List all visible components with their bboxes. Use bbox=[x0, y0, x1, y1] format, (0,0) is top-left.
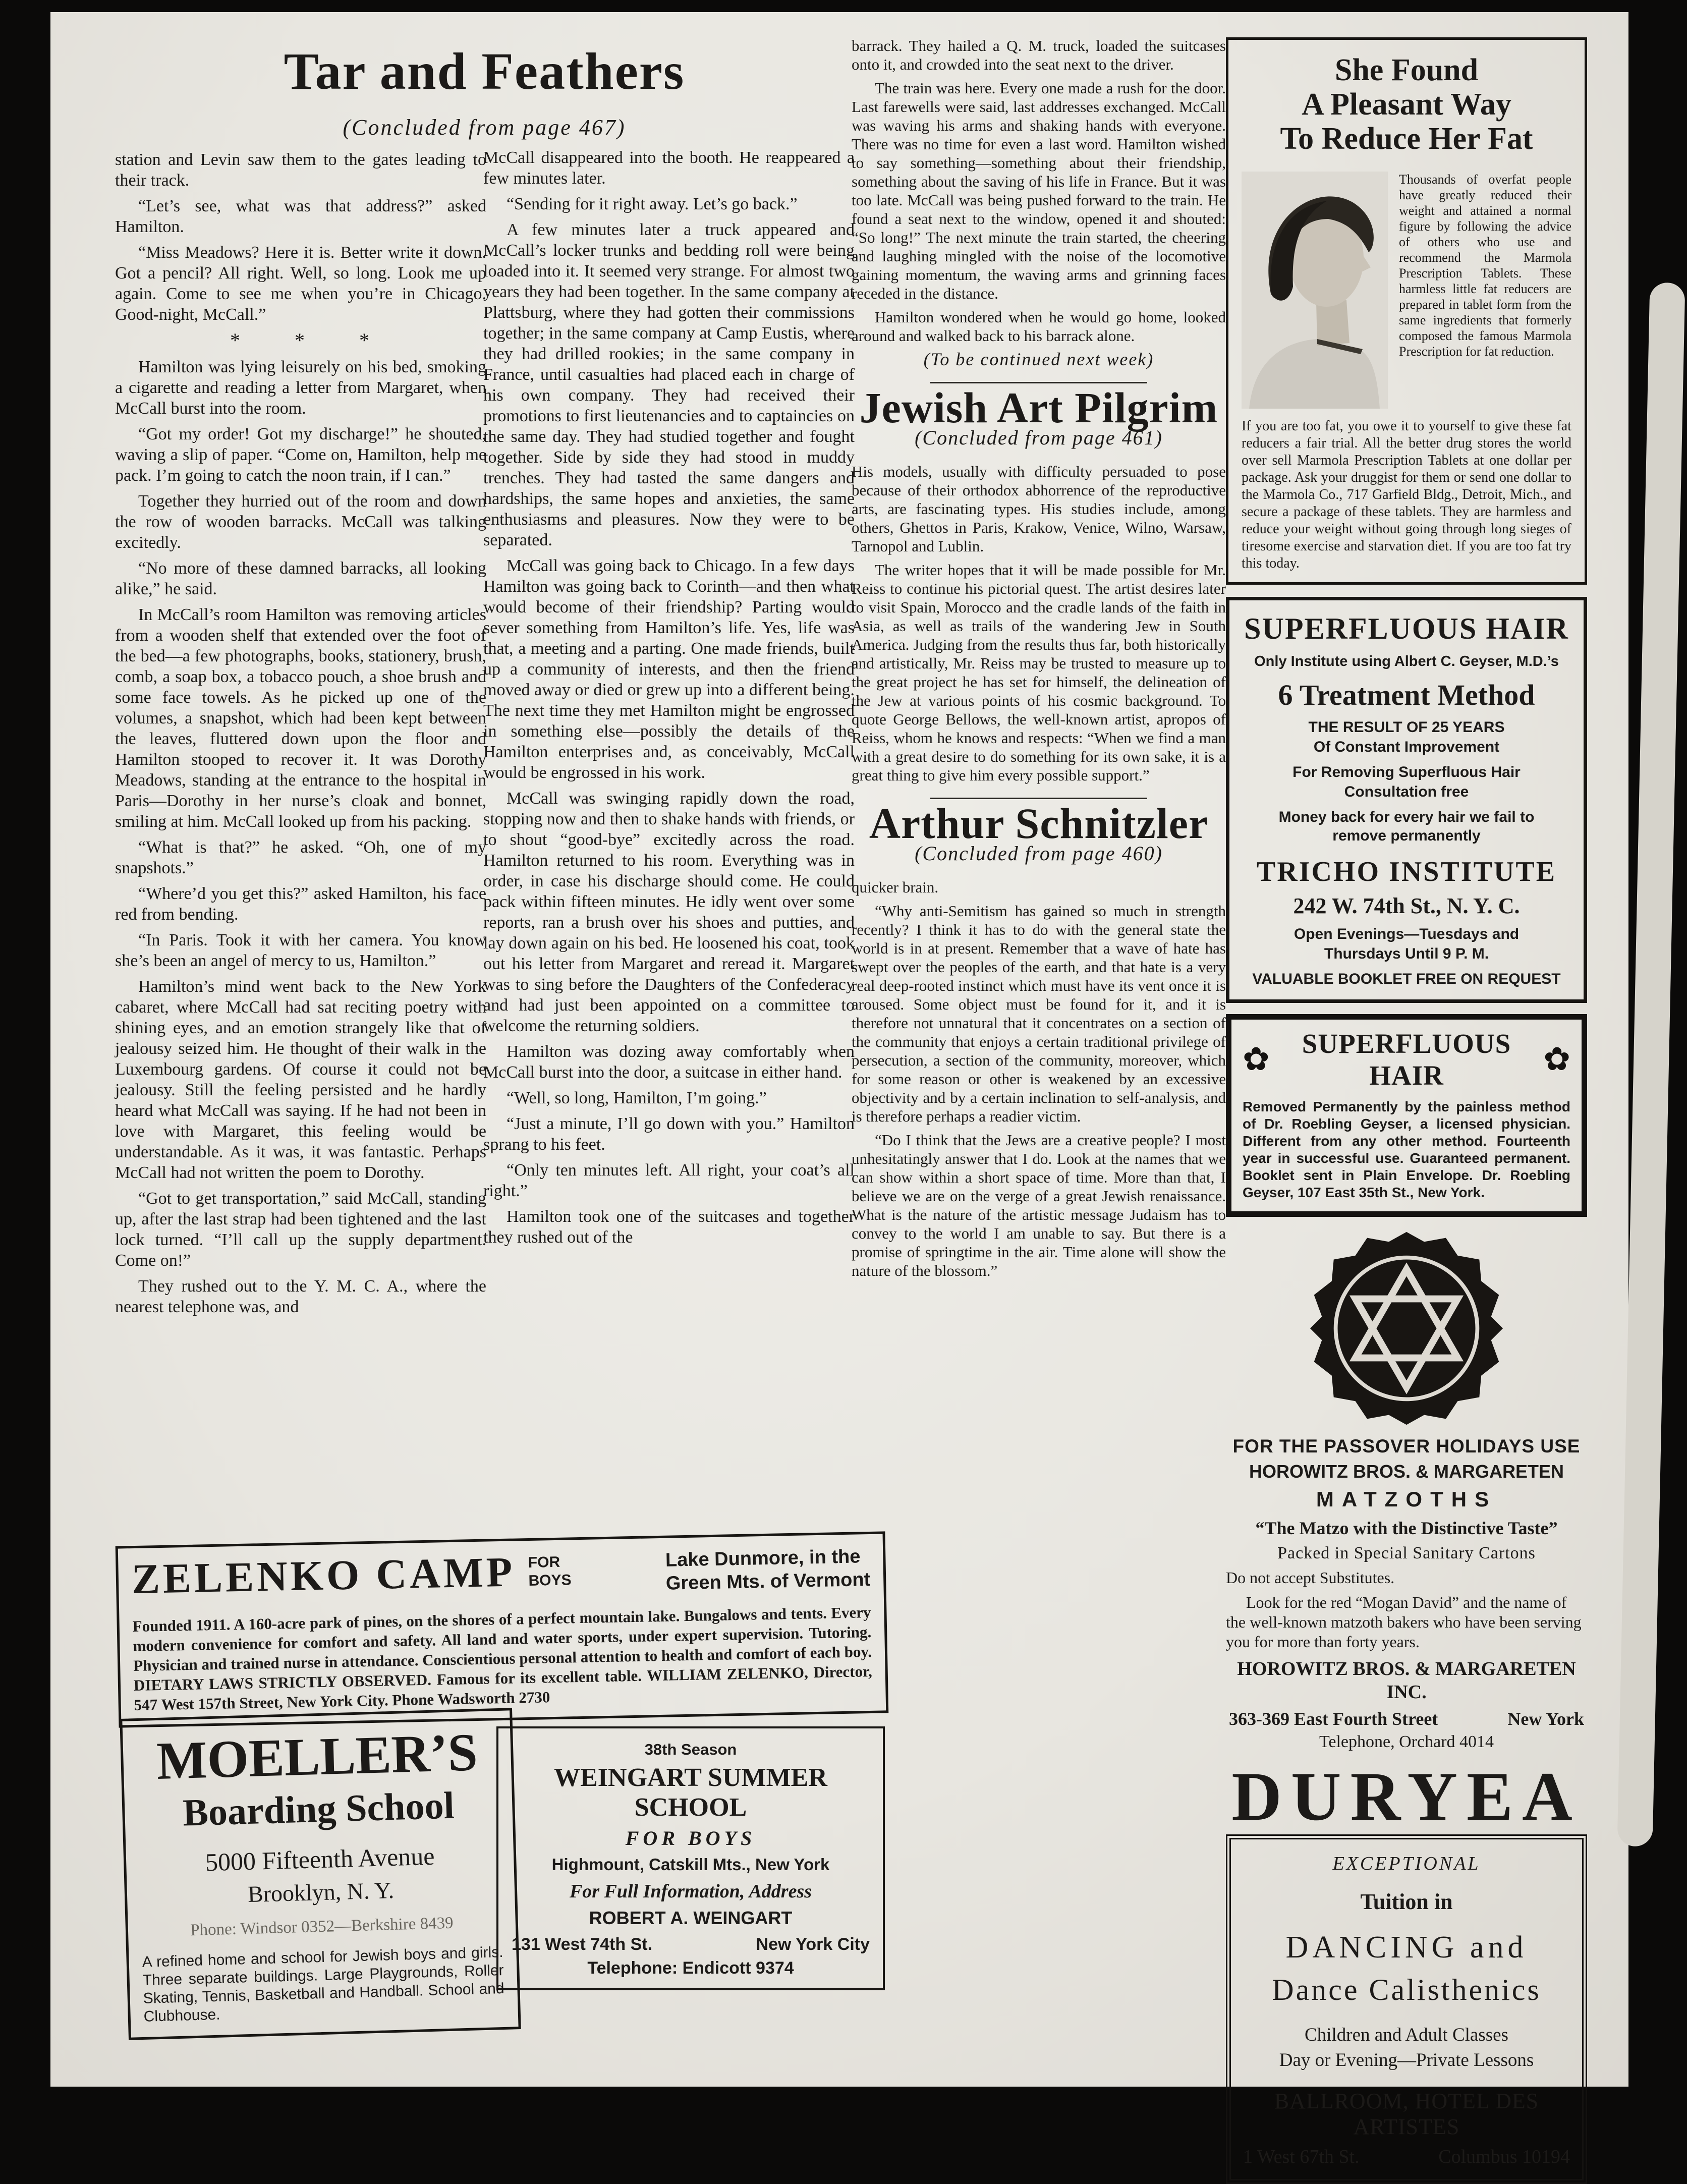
advertiser-name: WEINGART SUMMER SCHOOL bbox=[554, 1763, 827, 1822]
product-name: MATZOTHS bbox=[1316, 1487, 1497, 1511]
advertiser-address: 242 W. 74th St., N. Y. C. bbox=[1293, 893, 1520, 918]
ad-text-line: EXCEPTIONAL bbox=[1332, 1853, 1481, 1875]
advertiser-address: 5000 Fifteenth Avenue bbox=[205, 1841, 435, 1877]
headline-line: She Found bbox=[1334, 53, 1479, 87]
ad-tagline: “The Matzo with the Distinctive Taste” bbox=[1255, 1518, 1558, 1539]
ad-location-line: Green Mts. of Vermont bbox=[665, 1569, 871, 1594]
paragraph: His models, usually with difficulty persuaded to pose because of their orthodox abhorrence of the reproductive arts, are fascinating types. His studies include, among others, Ghettos in Paris, Krakow, Venice, Wilno, Warsaw, Tarnopol and Lublin. bbox=[852, 463, 1226, 555]
paragraph: Hamilton’s mind went back to the New York cabaret, where McCall had sat reciting poetry with shining eyes, and an emotion strangely like that of jealousy seized him. He thought of their walk in the Luxembourg gardens. Of course it could not be jealousy. Still the feeling persisted and he hardly heard what McCall was saying. If he had not been in love with Margaret, this feeling would be understandable. As it was, it was fantastic. Perhaps McCall had not written the poem to Dorothy. bbox=[115, 977, 486, 1182]
ad-headline: SUPERFLUOUS HAIR bbox=[1302, 1028, 1511, 1091]
woman-portrait-photo bbox=[1242, 172, 1388, 409]
company-name-suffix: INC. bbox=[1386, 1682, 1427, 1703]
advertiser-name: ZELENKO CAMP bbox=[131, 1548, 516, 1603]
advertiser-address: 363-369 East Fourth Street bbox=[1229, 1709, 1438, 1729]
ad-body-text: Founded 1911. A 160-acre park of pines, on the shores of a perfect mountain lake. Bungalows and tents. Every modern convenience for comfort and safety. All land and water sports, under expert supervision. Tutoring. Physician and trained nurse in attendance. Conscientious personal attention to health and comfort of each boy. DIETARY LAWS STRICTLY OBSERVED. Famous for its excellent table. WILLIAM ZELENKO, Director, 547 West 157th Street, New York City. Phone Wadsworth 2730 bbox=[132, 1603, 873, 1714]
to-be-continued-note: (To be continued next week) bbox=[923, 349, 1154, 369]
ad-footer-text: VALUABLE BOOKLET FREE ON REQUEST bbox=[1252, 970, 1561, 987]
ad-subheadline: 6 Treatment Method bbox=[1278, 678, 1535, 711]
advertiser-phone: Telephone, Orchard 4014 bbox=[1319, 1732, 1494, 1752]
ad-hours-line: Thursdays Until 9 P. M. bbox=[1324, 945, 1489, 963]
advertiser-city: Brooklyn, N. Y. bbox=[247, 1877, 395, 1908]
ad-location-line: Highmount, Catskill Mts., New York bbox=[551, 1855, 830, 1874]
ad-text-line: FOR BOYS bbox=[625, 1827, 756, 1850]
story-text-block bbox=[483, 147, 855, 1248]
paragraph: “Let’s see, what was that address?” asked Hamilton. bbox=[115, 197, 486, 236]
paragraph: McCall disappeared into the booth. He reappeared a few minutes later. bbox=[483, 148, 855, 188]
paragraph: barrack. They hailed a Q. M. truck, loaded the suitcases onto it, and crowded into the seat next to the driver. bbox=[852, 37, 1226, 73]
paragraph: Hamilton wondered when he would go home, looked around and walked back to his barrack alone. bbox=[852, 308, 1226, 345]
ad-text-line: Packed in Special Sanitary Cartons bbox=[1277, 1544, 1536, 1563]
paragraph: “Miss Meadows? Here it is. Better write it down. Got a pencil? All right. Well, so long. Look me up again. Come to see me when you’re in Chicago. Good-night, McCall.” bbox=[115, 243, 486, 324]
ad-text-line: Day or Evening—Private Lessons bbox=[1279, 2050, 1534, 2070]
marmola-fat-reduction-ad bbox=[1226, 37, 1587, 585]
ad-text-line: Only Institute using Albert C. Geyser, M.D.’s bbox=[1254, 653, 1559, 669]
ad-body-text: If you are too fat, you owe it to yourself to give these fat reducers a fair trial. All the better drug stores the world over sell Marmola Prescription Tablets at one dollar per package. Ask your druggist for them or send one dollar to the Marmola Co., 717 Garfield Bldg., Detroit, Mich., and secure a package of these tablets. They are harmless and reduce your weight without going through long sieges of tiresome exercise and starvation diet. If you are too fat try this today. bbox=[1242, 418, 1571, 571]
advertiser-address: 131 West 74th St. bbox=[512, 1935, 653, 1954]
rose-flower-icon: ✿ bbox=[1243, 1041, 1270, 1079]
story-column-2 bbox=[483, 147, 855, 1547]
ad-text-line: Children and Adult Classes bbox=[1305, 2025, 1508, 2046]
horowitz-margareten-matzoth-ad bbox=[1226, 1230, 1587, 1752]
advertiser-name: HOROWITZ BROS. & MARGARETEN bbox=[1249, 1461, 1564, 1482]
advertiser-name-line2: Boarding School bbox=[182, 1784, 455, 1834]
paragraph: Hamilton was dozing away comfortably when McCall burst into the door, a suitcase in either hand. bbox=[483, 1042, 855, 1082]
advertiser-phone: Telephone: Endicott 9374 bbox=[587, 1958, 794, 1978]
paragraph: “In Paris. Took it with her camera. You know she’s been an angel of mercy to us, Hamilton.” bbox=[115, 931, 486, 970]
article-title-arthur-schnitzler: Arthur Schnitzler bbox=[869, 799, 1209, 848]
headline-line: To Reduce Her Fat bbox=[1280, 122, 1533, 156]
advertiser-address: 1 West 67th St. bbox=[1243, 2146, 1360, 2167]
ad-text-line: THE RESULT OF 25 YEARS bbox=[1308, 718, 1505, 736]
ad-text-line: Of Constant Improvement bbox=[1313, 739, 1500, 756]
paragraph: Hamilton was lying leisurely on his bed, smoking a cigarette and reading a letter from Margaret, when McCall burst into the room. bbox=[115, 358, 486, 418]
paragraph: In McCall’s room Hamilton was removing articles from a wooden shelf that extended over the foot of the bed—a few photographs, books, stationery, brush, comb, a soap box, a tobacco pouch, a shoe brush and some face towels. As he picked up one of the volumes, a snapshot, which had been kept between the leaves, fluttered down upon the floor and Hamilton stooped to recover it. It was Dorothy Meadows, standing at the entrance to the hospital in Paris—Dorothy in her nurse’s cloak and bonnet, smiling at him. McCall looked up from his packing. bbox=[115, 605, 486, 831]
paragraph: McCall was going back to Chicago. In a few days Hamilton was going back to Corinth—and then what would become of their friendship? Parting would sever something from Hamilton’s life. Yes, life was that, a meeting and a parting. One made friends, built up a community of interests, and then the friend moved away or died or grew up into a different being. The next time they met Hamilton might be engrossed in something else—possibly the details of the Hamilton enterprises and, as conceivably, McCall would be engrossed in his work. bbox=[483, 556, 855, 782]
ad-intro-text: Thousands of overfat people have greatly reduced their weight and attained a normal figure by following the advice of others who use and recommend the Marmola Prescription Tablets. These harmless little fat reducers are prepared in tablet form from the same ingredients that formerly composed the famous Marmola Prescription for fat reduction. bbox=[1399, 172, 1571, 359]
advertiser-phone: Phone: Windsor 0352—Berkshire 8439 bbox=[190, 1914, 454, 1940]
concluded-from-note: (Concluded from page 460) bbox=[915, 842, 1163, 865]
story-column-1 bbox=[115, 149, 486, 1547]
paragraph: “Got to get transportation,” said McCall, standing up, after the last strap had been tightened and the last lock turned. “I’ll call up the supply department. Come on!” bbox=[115, 1189, 486, 1270]
ad-body-text: Removed Permanently by the painless method of Dr. Roebling Geyser, a licensed physician. Different from any other method. Fourteenth year in successful use. Guaranteed permanent. Booklet sent in Plain Envelope. Dr. Roebling Geyser, 107 East 35th St., New York. bbox=[1243, 1099, 1570, 1201]
ad-season-line: 38th Season bbox=[644, 1741, 737, 1758]
ad-headline bbox=[1242, 53, 1571, 156]
section-break-stars: * * * bbox=[230, 329, 371, 352]
advertiser-city: New York bbox=[1507, 1709, 1584, 1729]
star-of-david-badge-logo bbox=[1308, 1230, 1505, 1427]
ad-text-line: For Removing Superfluous Hair bbox=[1292, 763, 1521, 780]
ad-headline: FOR THE PASSOVER HOLIDAYS USE bbox=[1232, 1436, 1581, 1457]
ad-text-line: Do not accept Substitutes. bbox=[1226, 1569, 1395, 1587]
ad-text-line: Tuition in bbox=[1360, 1889, 1453, 1915]
article-text-block bbox=[852, 462, 1226, 785]
story-column-3 bbox=[852, 36, 1226, 2004]
ad-subheadline: Dance Calisthenics bbox=[1272, 1973, 1541, 2007]
duryea-dancing-school-ad bbox=[1226, 1758, 1587, 2184]
geyser-superfluous-hair-ad bbox=[1226, 1014, 1587, 1217]
paragraph: A few minutes later a truck appeared and McCall’s locker trunks and bedding roll were being loaded into it. It seemed very strange. For almost two years they had been together. In the same company at Plattsburg, where they had gotten their commissions together; in the same company at Camp Eustis, where they had drilled rookies; in the same company in France, until casualties had placed each in charge of his own company. They had received their promotions to first lieutenancies and to captaincies on the same day. They had studied together and fought together. Side by side they had stood in muddy trenches. They had tasted the same dangers and hardships, the same hopes and anxieties, the same enthusiasms and pleasures. Now they were to be separated. bbox=[483, 220, 855, 549]
paragraph: station and Levin saw them to the gates leading to their track. bbox=[115, 150, 486, 190]
story-text-block bbox=[115, 357, 486, 1317]
ad-body-text: A refined home and school for Jewish boys and girls. Three separate buildings. Large Playgrounds, Roller Skating, Tennis, Basketball and Handball. School and Clubhouse. bbox=[142, 1943, 504, 2025]
ad-body-text: Look for the red “Mogan David” and the name of the well-known matzoth bakers who have been serving you for more than forty years. bbox=[1226, 1593, 1582, 1651]
advertiser-city: New York City bbox=[756, 1935, 870, 1954]
advertiser-name: MOELLER’S bbox=[155, 1722, 479, 1790]
paragraph: The writer hopes that it will be made possible for Mr. Reiss to continue his pictorial quest. The artist desires later to visit Spain, Morocco and the cradle lands of the faith in Asia, as well as trails of the wandering Jew in South America. Judging from the results thus far, both historically and artistically, Mr. Reiss may be trusted to measure up to the great project he has set for himself, the delineation of the Jew at various points of his cosmic background. To quote George Bellows, the well-known artist, apropos of Reiss, whom he knows and respects: “When we find a man with a great desire to do something for its own sake, it is a great thing to give him every possible support.” bbox=[852, 561, 1226, 784]
paragraph: Hamilton took one of the suitcases and together they rushed out of the bbox=[483, 1207, 855, 1247]
paragraph: “Just a minute, I’ll go down with you.” Hamilton sprang to his feet. bbox=[483, 1114, 855, 1154]
concluded-from-note: (Concluded from page 461) bbox=[915, 426, 1163, 449]
advertiser-phone: Columbus 10194 bbox=[1438, 2146, 1570, 2167]
paragraph: They rushed out to the Y. M. C. A., where the nearest telephone was, and bbox=[115, 1277, 486, 1316]
article-tar-and-feathers-header bbox=[111, 41, 858, 140]
paragraph: “What is that?” he asked. “Oh, one of my snapshots.” bbox=[115, 838, 486, 877]
venue-name: BALLROOM, HOTEL DES ARTISTES bbox=[1274, 2088, 1539, 2139]
paragraph: Together they hurried out of the room and down the row of wooden barracks. McCall was talking excitedly. bbox=[115, 492, 486, 552]
rose-flower-icon: ✿ bbox=[1543, 1041, 1570, 1079]
ad-hours-line: Open Evenings—Tuesdays and bbox=[1294, 925, 1520, 942]
moellers-boarding-school-ad bbox=[120, 1708, 521, 2040]
ad-text-line: For Full Information, Address bbox=[569, 1881, 812, 1902]
story-text-block bbox=[852, 36, 1226, 345]
ad-text-line: BOYS bbox=[528, 1572, 572, 1589]
paragraph: quicker brain. bbox=[852, 878, 939, 896]
ad-text-line: FOR bbox=[528, 1553, 560, 1571]
paragraph: “Sending for it right away. Let’s go back.” bbox=[507, 195, 798, 213]
weingart-summer-school-ad bbox=[496, 1726, 885, 1990]
article-text-block bbox=[852, 878, 1226, 1280]
concluded-from-note: (Concluded from page 467) bbox=[343, 115, 626, 140]
advertiser-name: DURYEA bbox=[1231, 1758, 1582, 1835]
paragraph: The train was here. Every one made a rush for the door. Last farewells were said, last addresses exchanged. McCall was waving his arms and shaking hands with everyone. There was no time for even a last word. Hamilton wished to say something—something about their friendship, something about the saving of his life in France. But it was too late. McCall was being pushed forward to the train. He found a seat next to the window, opened it and shouted: “So long!” The next minute the train started, the cheering and laughing mingled with the noise of the locomotive gaining momentum, the waving arms and grinning faces receded in the distance. bbox=[852, 79, 1226, 302]
paragraph: “Do I think that the Jews are a creative people? I most unhesitatingly answer that I do. Look at the names that we can show within a short space of time. More than that, I believe we are on the verge of a great Jewish renaissance. What is the nature of the artistic message Judaism has to convey to the world I am unable to say. But there is a promise of springtime in the air. Time alone will show the nature of the blossom.” bbox=[852, 1131, 1226, 1279]
advertiser-name: TRICHO INSTITUTE bbox=[1256, 856, 1557, 887]
tricho-institute-ad bbox=[1226, 597, 1587, 1003]
ad-guarantee-text: Money back for every hair we fail to remove permanently bbox=[1278, 808, 1535, 845]
paragraph: “Got my order! Got my discharge!” he shouted, waving a slip of paper. “Come on, Hamilton, help me pack. I’m going to catch the noon train, if I can.” bbox=[115, 425, 486, 485]
paragraph: “Well, so long, Hamilton, I’m going.” bbox=[507, 1089, 767, 1107]
ad-location-line: Lake Dunmore, in the bbox=[665, 1546, 861, 1571]
magazine-page bbox=[50, 12, 1628, 2167]
contact-person-name: ROBERT A. WEINGART bbox=[589, 1908, 793, 1928]
zelenko-camp-ad bbox=[116, 1531, 889, 1727]
company-name: HOROWITZ BROS. & MARGARETEN bbox=[1237, 1658, 1576, 1680]
paragraph: McCall was swinging rapidly down the road, stopping now and then to shake hands with friends, or to shout “good-bye” excitedly across the road. Hamilton returned to his room. Everything was in order, in case his discharge should come. He could pack within fifteen minutes. He idly went over some reports, ran a brush over his shoes and putties, and lay down again on his bed. He loosened his coat, took out his letter from Margaret and reread it. Margaret was to sing before the Daughters of the Confederacy and had just been appointed on a committee to welcome the returning soldiers. bbox=[483, 789, 855, 1035]
ad-headline: SUPERFLUOUS HAIR bbox=[1244, 611, 1569, 645]
story-text-block bbox=[115, 149, 486, 325]
ad-subheadline: DANCING and bbox=[1285, 1930, 1528, 1965]
headline-line: A Pleasant Way bbox=[1302, 87, 1511, 122]
paragraph: “No more of these damned barracks, all looking alike,” he said. bbox=[115, 559, 486, 598]
advertisement-column bbox=[1226, 37, 1587, 2167]
ad-text-line: Consultation free bbox=[1344, 783, 1469, 801]
paragraph: “Where’d you get this?” asked Hamilton, his face red from bending. bbox=[115, 884, 486, 924]
paragraph: “Why anti-Semitism has gained so much in strength recently? I think it has to do with the general state the world is in at present. Remember that a wave of hate has swept over the peoples of the earth, and that hate is a very real deep-rooted instinct which must have its vent once it is aroused. Some object must be found for it, and it is therefore not unnatural that it concentrates on a section of the community that enjoys a certain traditional privilege of persecution, a section of the community, moreover, which for some reason or other is weakened by an excessive objectivity and by a certain inclination to self-analysis, and is therefore perhaps a readier victim. bbox=[852, 902, 1226, 1125]
article-title-jewish-art-pilgrim: Jewish Art Pilgrim bbox=[859, 383, 1218, 432]
article-title: Tar and Feathers bbox=[284, 42, 685, 100]
paragraph: “Only ten minutes left. All right, your coat’s all right.” bbox=[483, 1161, 855, 1200]
